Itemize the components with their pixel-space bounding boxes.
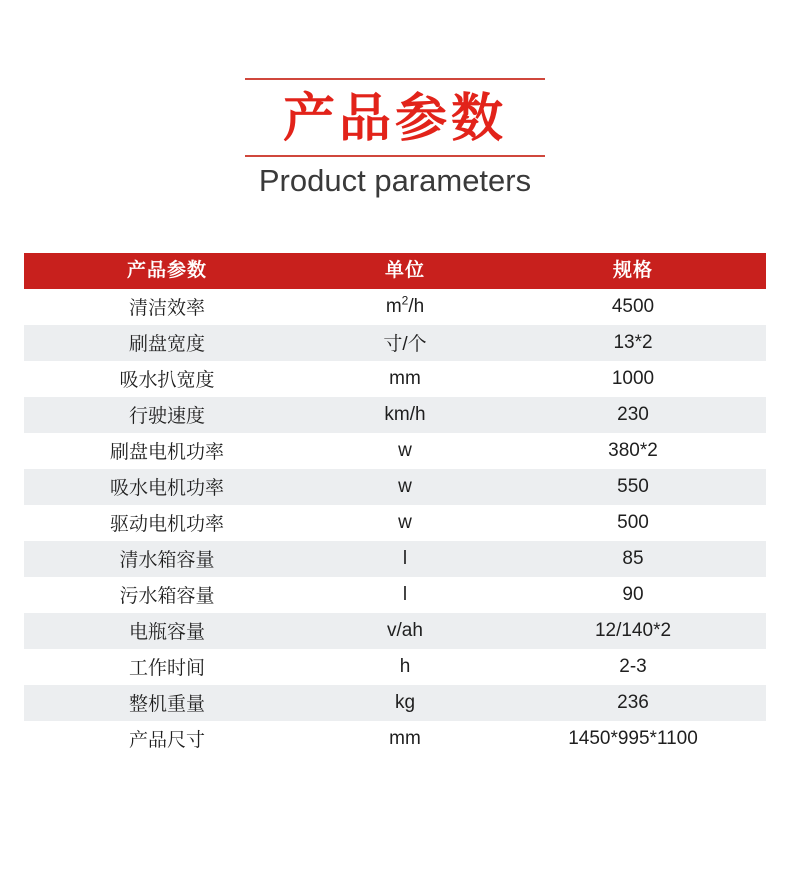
cell-unit: kg	[310, 685, 500, 721]
cell-unit: v/ah	[310, 613, 500, 649]
cell-unit: mm	[310, 361, 500, 397]
cell-unit: w	[310, 433, 500, 469]
cell-parameter-name: 清洁效率	[24, 289, 310, 325]
cell-spec-value: 380*2	[500, 433, 766, 469]
table-row	[24, 577, 766, 613]
cell-parameter-name: 刷盘宽度	[24, 325, 310, 361]
cell-parameter-name: 吸水扒宽度	[24, 361, 310, 397]
header-top-rule	[245, 78, 545, 80]
cell-unit: 寸/个	[310, 325, 500, 361]
table-row	[24, 541, 766, 577]
column-header-unit: 单位	[310, 253, 500, 289]
column-header-parameter: 产品参数	[24, 253, 310, 289]
cell-unit: $m^2/h$	[310, 289, 500, 325]
table-row	[24, 505, 766, 541]
cell-unit: w	[310, 469, 500, 505]
header-middle-rule	[245, 155, 545, 157]
table-header-row	[24, 253, 766, 289]
cell-unit: l	[310, 577, 500, 613]
cell-parameter-name: 工作时间	[24, 649, 310, 685]
table-row	[24, 325, 766, 361]
table-row	[24, 361, 766, 397]
table-row	[24, 469, 766, 505]
spec-table-body	[24, 289, 766, 757]
cell-spec-value: 13*2	[500, 325, 766, 361]
cell-parameter-name: 清水箱容量	[24, 541, 310, 577]
cell-spec-value: 500	[500, 505, 766, 541]
cell-parameter-name: 电瓶容量	[24, 613, 310, 649]
cell-spec-value: 90	[500, 577, 766, 613]
table-row	[24, 397, 766, 433]
cell-parameter-name: 驱动电机功率	[24, 505, 310, 541]
cell-spec-value: 4500	[500, 289, 766, 325]
cell-spec-value: 550	[500, 469, 766, 505]
cell-parameter-name: 吸水电机功率	[24, 469, 310, 505]
table-row	[24, 289, 766, 325]
table-row	[24, 649, 766, 685]
cell-parameter-name: 污水箱容量	[24, 577, 310, 613]
header-inner	[221, 78, 569, 201]
cell-parameter-name: 产品尺寸	[24, 721, 310, 757]
cell-parameter-name: 整机重量	[24, 685, 310, 721]
cell-unit: mm	[310, 721, 500, 757]
cell-spec-value: 236	[500, 685, 766, 721]
cell-spec-value: 1000	[500, 361, 766, 397]
spec-table	[24, 253, 766, 757]
cell-spec-value: 2-3	[500, 649, 766, 685]
cell-spec-value: 12/140*2	[500, 613, 766, 649]
spec-table-wrapper	[24, 253, 766, 757]
cell-unit: w	[310, 505, 500, 541]
page-header	[0, 0, 790, 201]
cell-unit: h	[310, 649, 500, 685]
cell-spec-value: 1450*995*1100	[500, 721, 766, 757]
cell-spec-value: 230	[500, 397, 766, 433]
page-title-cn: 产品参数	[282, 89, 507, 149]
spec-table-head	[24, 253, 766, 289]
cell-parameter-name: 刷盘电机功率	[24, 433, 310, 469]
table-row	[24, 613, 766, 649]
cell-unit: km/h	[310, 397, 500, 433]
column-header-spec: 规格	[500, 253, 766, 289]
cell-unit: l	[310, 541, 500, 577]
cell-spec-value: 85	[500, 541, 766, 577]
page-title-en: Product parameters	[258, 162, 532, 198]
table-row	[24, 685, 766, 721]
table-row	[24, 721, 766, 757]
cell-parameter-name: 行驶速度	[24, 397, 310, 433]
table-row	[24, 433, 766, 469]
